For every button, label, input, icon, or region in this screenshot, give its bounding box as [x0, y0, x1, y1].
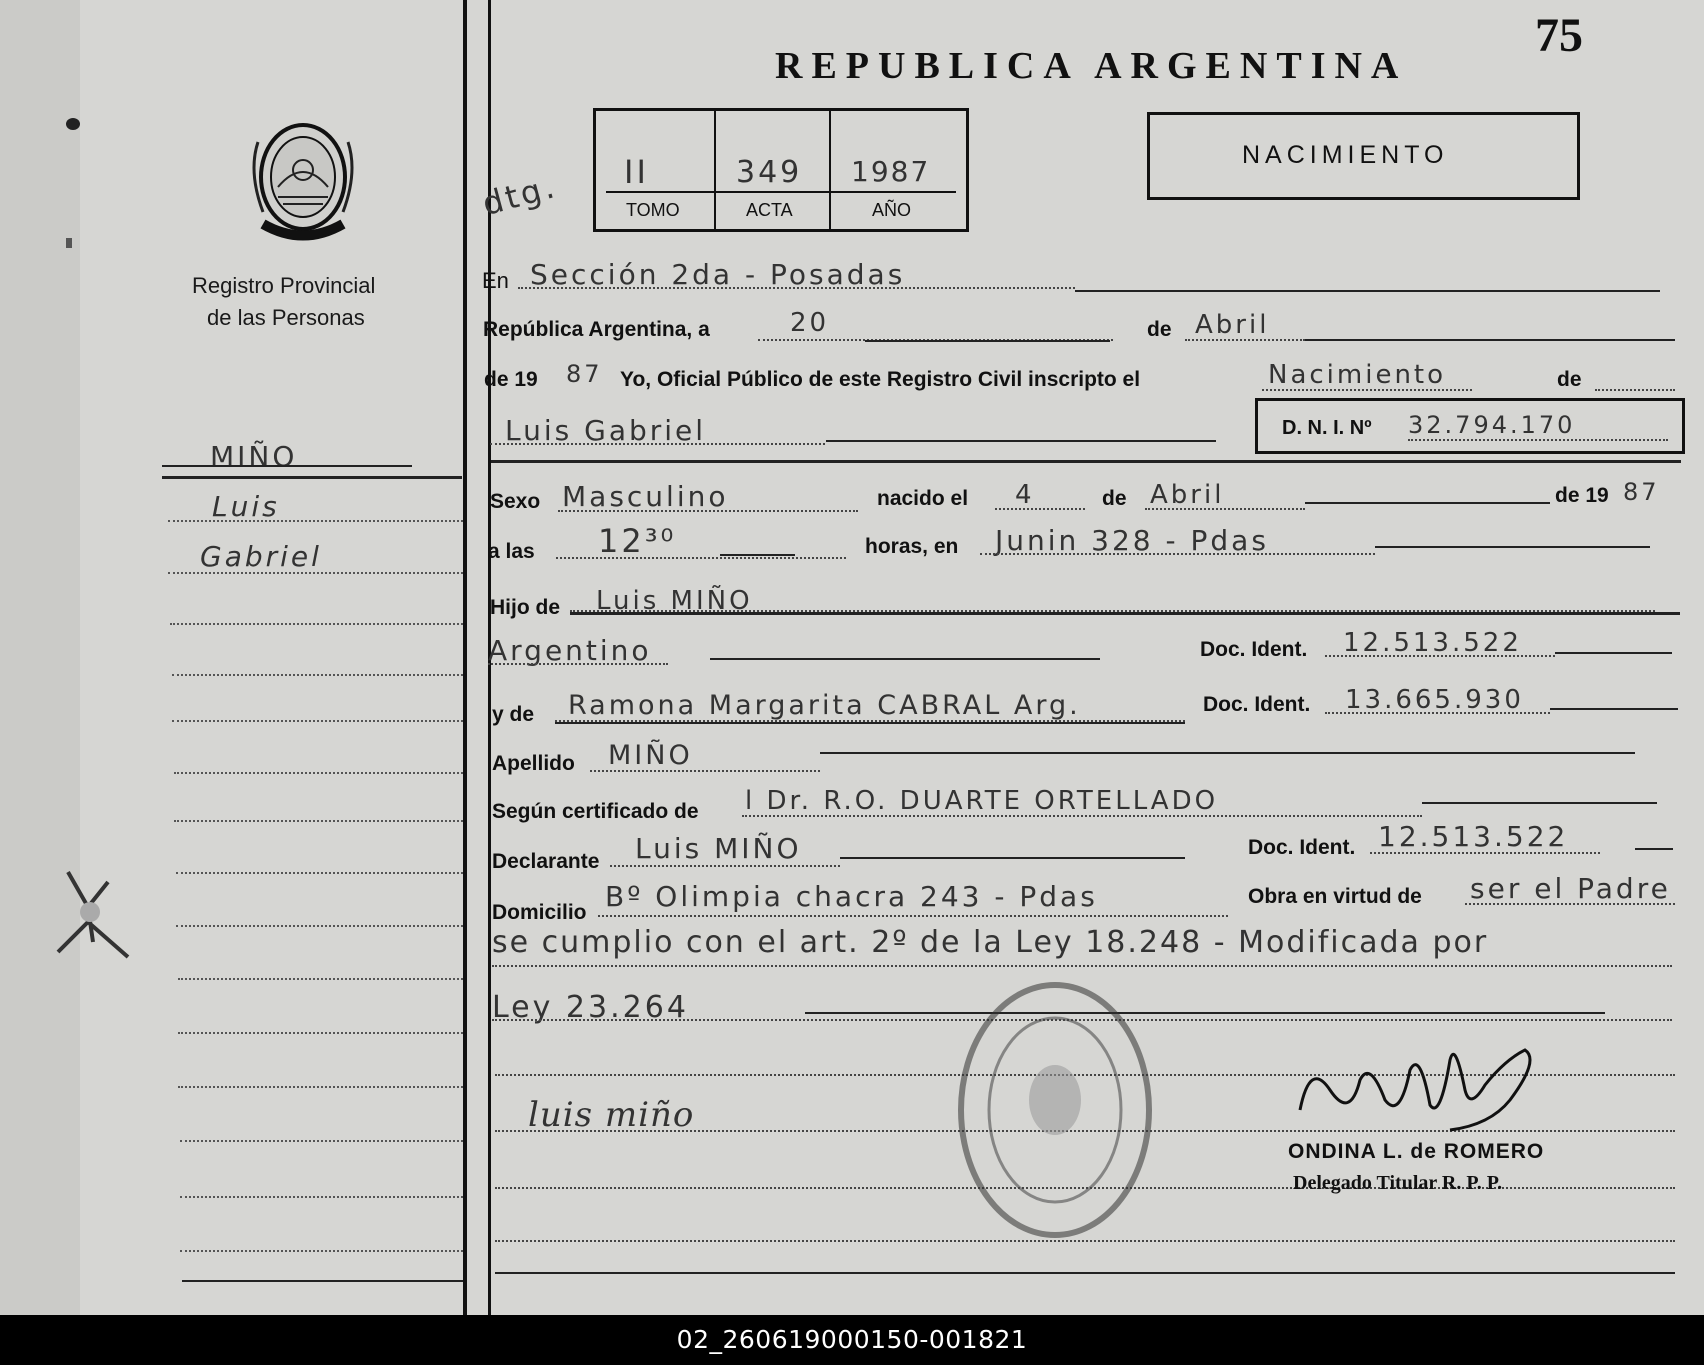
- de-label: de: [1147, 318, 1172, 341]
- anio-value: 1987: [851, 155, 931, 188]
- doc-ident-label-1: Doc. Ident.: [1200, 638, 1308, 661]
- doc-ident-label-3: Doc. Ident.: [1248, 836, 1356, 859]
- de-label-2: de: [1557, 368, 1582, 391]
- note-line2: Ley 23.264: [492, 990, 689, 1025]
- apellido-label: Apellido: [492, 752, 575, 775]
- father-doc: 12.513.522: [1343, 628, 1522, 658]
- binding-strip: [0, 0, 80, 1315]
- a-las-label: a las: [488, 540, 535, 563]
- yo-label: Yo, Oficial Público de este Registro Civil inscripto el: [620, 368, 1141, 391]
- country-title: REPUBLICA ARGENTINA: [775, 45, 1408, 87]
- binding-hole: [66, 118, 80, 130]
- doc-ident-label-2: Doc. Ident.: [1203, 693, 1311, 716]
- de-label-3: de: [1102, 487, 1127, 510]
- hour-value: 12³⁰: [598, 522, 677, 560]
- dni-label: D. N. I. Nº: [1282, 417, 1372, 439]
- record-box: [593, 108, 969, 232]
- declarante-label: Declarante: [492, 850, 600, 873]
- mother-doc: 13.665.930: [1345, 685, 1524, 715]
- republica-label: República Argentina, a: [483, 318, 710, 341]
- birth-month: Abril: [1150, 480, 1225, 510]
- official-name: ONDINA L. de ROMERO: [1288, 1140, 1545, 1163]
- domicilio-value: Bº Olimpia chacra 243 - Pdas: [605, 880, 1098, 913]
- province-emblem: [238, 112, 368, 252]
- obra-label: Obra en virtud de: [1248, 885, 1422, 908]
- binding-mark: [66, 238, 72, 248]
- official-signature: [1290, 1030, 1550, 1150]
- note-line1: se cumplio con el art. 2º de la Ley 18.248 - Modificada por: [492, 925, 1489, 960]
- sidebar-surname: MIÑO: [210, 440, 298, 473]
- dni-value: 32.794.170: [1408, 411, 1576, 439]
- tomo-label: TOMO: [626, 200, 680, 220]
- mother-name: Ramona Margarita CABRAL Arg.: [568, 690, 1081, 721]
- de19-label-2: de 19: [1555, 484, 1609, 507]
- en-label: En: [482, 268, 509, 293]
- tomo-value: II: [624, 153, 649, 191]
- declarant-signature: luis miño: [528, 1095, 695, 1135]
- acta-label: ACTA: [746, 200, 793, 220]
- margin-note: dtg.: [478, 166, 561, 224]
- page-number: 75: [1535, 9, 1583, 62]
- declarante-value: Luis MIÑO: [635, 832, 802, 865]
- inscripto-value: Nacimiento: [1268, 360, 1447, 390]
- y-de-label: y de: [492, 703, 535, 726]
- month-value: Abril: [1195, 310, 1270, 340]
- sidebar-divider: [162, 476, 462, 479]
- segun-value: l Dr. R.O. DUARTE ORTELLADO: [745, 786, 1219, 816]
- acta-value: 349: [736, 155, 803, 190]
- segun-label: Según certificado de: [492, 800, 699, 823]
- scan-id-footer: 02_260619000150-001821: [0, 1315, 1704, 1365]
- nacido-label: nacido el: [877, 487, 969, 510]
- official-stamp: [950, 975, 1160, 1245]
- domicilio-label: Domicilio: [492, 901, 587, 924]
- sidebar-divider-2: [162, 465, 412, 467]
- horas-label: horas, en: [865, 535, 959, 558]
- obra-value: ser el Padre: [1470, 872, 1671, 905]
- sexo-label: Sexo: [490, 490, 541, 513]
- place-value: Junin 328 - Pdas: [995, 524, 1269, 557]
- official-title: Delegado Titular R. P. P.: [1293, 1172, 1503, 1194]
- en-value: Sección 2da - Posadas: [530, 258, 906, 291]
- hijo-label: Hijo de: [490, 596, 561, 619]
- certificate-type: NACIMIENTO: [1242, 141, 1449, 169]
- day-value: 20: [790, 308, 830, 338]
- father-nationality: Argentino: [488, 634, 652, 667]
- registry-name-line1: Registro Provincial: [192, 273, 376, 298]
- de19-label: de 19: [484, 368, 538, 391]
- birth-year: 87: [1623, 478, 1660, 506]
- apellido-value: MIÑO: [608, 740, 693, 771]
- certificate-type-box: [1147, 112, 1580, 200]
- year-value: 87: [566, 360, 603, 388]
- declarante-doc: 12.513.522: [1378, 820, 1569, 853]
- father-name: Luis MIÑO: [596, 586, 753, 616]
- dni-box: [1255, 398, 1685, 454]
- sexo-value: Masculino: [562, 480, 729, 513]
- registry-name-line2: de las Personas: [207, 305, 365, 330]
- anio-label: AÑO: [872, 200, 912, 220]
- sidebar-name1: Luis: [212, 490, 280, 523]
- left-border: [463, 0, 467, 1315]
- binding-staple-icon: [38, 862, 138, 962]
- child-name: Luis Gabriel: [505, 414, 707, 447]
- sidebar-name2: Gabriel: [200, 540, 322, 573]
- birth-day: 4: [1015, 480, 1035, 510]
